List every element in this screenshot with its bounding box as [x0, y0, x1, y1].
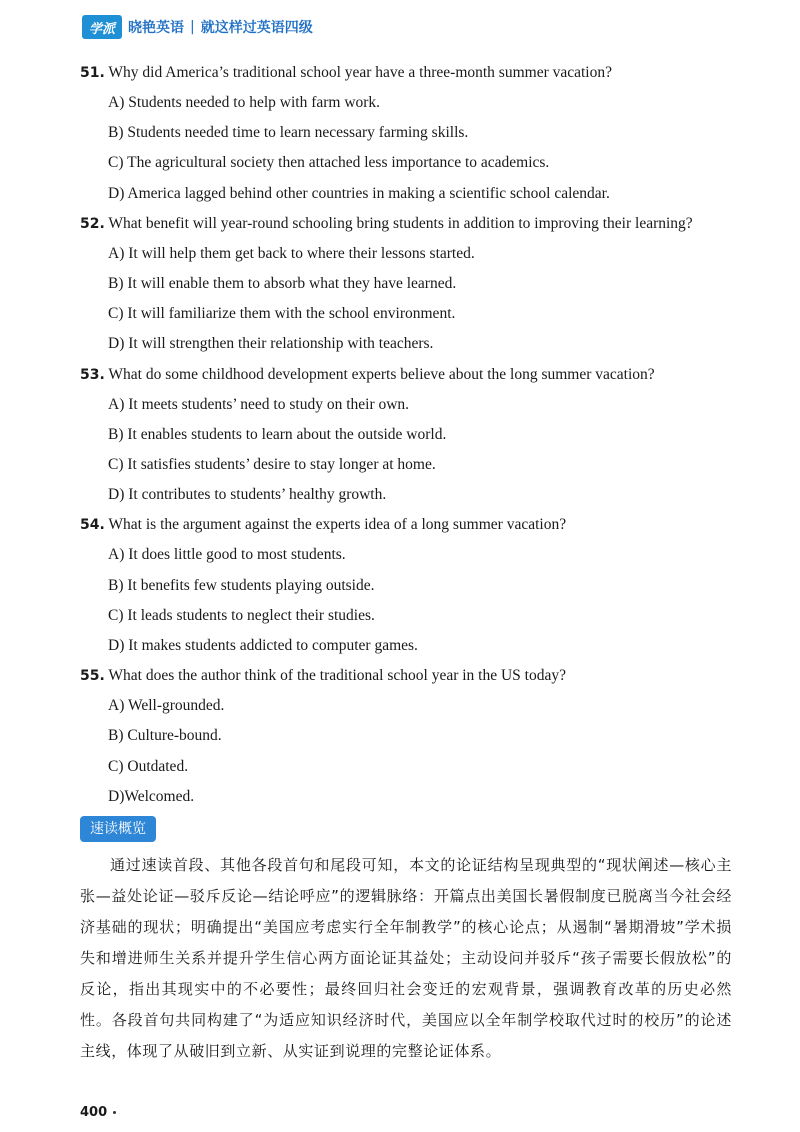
question-stem: [80, 510, 732, 540]
option-a: A) Students needed to help with farm work.: [108, 94, 381, 111]
question-55: [80, 661, 732, 812]
option-b: B) It will enable them to absorb what they have learned.: [108, 275, 457, 293]
series-title: 就这样过英语四级: [200, 20, 313, 36]
question-text: Why did America’s traditional school year have a three-month summer vacation?: [108, 64, 612, 81]
question-text: What do some childhood development experts believe about the long summer vacation?: [108, 365, 655, 383]
option-c: C) The agricultural society then attached less importance to academics.: [108, 154, 550, 172]
page-number-text: 400: [80, 1105, 108, 1120]
question-text: What is the argument against the experts idea of a long summer vacation?: [108, 516, 567, 534]
header-separator: |: [190, 19, 195, 35]
question-number: 53.: [80, 366, 105, 383]
logo-mark: 学派: [82, 15, 122, 39]
option-d: D) It will strengthen their relationship with teachers.: [108, 335, 434, 353]
question-52: [80, 209, 732, 360]
page-dot: [113, 1111, 116, 1114]
option-d: D) America lagged behind other countries in making a scientific school calendar.: [108, 184, 610, 202]
section-tag: 速读概览: [80, 816, 156, 842]
question-51: [80, 58, 732, 209]
option-d: D)Welcomed.: [108, 787, 195, 805]
page-content: [80, 58, 732, 1067]
question-stem: [80, 661, 732, 691]
option-c: C) It will familiarize them with the school environment.: [108, 305, 456, 323]
option-b: B) It enables students to learn about the outside world.: [108, 425, 447, 443]
page-header: [82, 12, 313, 42]
question-number: 52.: [80, 215, 105, 232]
option-b: B) Students needed time to learn necessary farming skills.: [108, 124, 469, 142]
question-number: 51.: [80, 65, 105, 81]
question-text: What benefit will year-round schooling bring students in addition to improving their learning?: [108, 214, 693, 232]
question-number: 55.: [80, 668, 105, 685]
option-a: A) It does little good to most students.: [108, 546, 346, 564]
option-a: A) Well-grounded.: [108, 697, 225, 715]
option-d: D) It makes students addicted to computer games.: [108, 637, 418, 655]
question-text: What does the author think of the traditional school year in the US today?: [108, 667, 566, 685]
question-53: [80, 360, 732, 511]
option-c: C) It leads students to neglect their studies.: [108, 606, 375, 624]
option-b: B) It benefits few students playing outside.: [108, 576, 375, 594]
option-c: C) It satisfies students’ desire to stay longer at home.: [108, 456, 436, 474]
question-54: [80, 510, 732, 661]
question-stem: [80, 360, 732, 390]
logo: [82, 15, 184, 39]
question-stem: [80, 58, 732, 88]
page-number: [80, 1105, 116, 1120]
option-a: A) It meets students’ need to study on their own.: [108, 395, 410, 413]
question-number: 54.: [80, 517, 105, 534]
option-c: C) Outdated.: [108, 757, 189, 775]
option-a: A) It will help them get back to where their lessons started.: [108, 244, 475, 262]
option-b: B) Culture-bound.: [108, 727, 222, 745]
summary-paragraph: 通过速读首段、其他各段首句和尾段可知，本文的论证结构呈现典型的“现状阐述—核心主张—益处论证—驳斥反论—结论呼应”的逻辑脉络：开篇点出美国长暑假制度已脱离当今社会经济基础的现状；明确提出“美国应考虑实行全年制教学”的核心论点；从遏制“暑期滑坡”学术损失和增进师生关系并提升学生信心两方面论证其益处；主动设问并驳斥“孩子需要长假放松”的反论，指出其现实中的不必要性；最终回归社会变迁的宏观背景，强调教育改革的历史必然性。各段首句共同构建了“为适应知识经济时代，美国应以全年制学校取代过时的校历”的论述主线，体现了从破旧到立新、从实证到说理的完整论证体系。: [80, 856, 732, 1061]
option-d: D) It contributes to students’ healthy growth.: [108, 486, 387, 504]
question-stem: [80, 209, 732, 239]
brand-name: 晓艳英语: [128, 20, 184, 36]
